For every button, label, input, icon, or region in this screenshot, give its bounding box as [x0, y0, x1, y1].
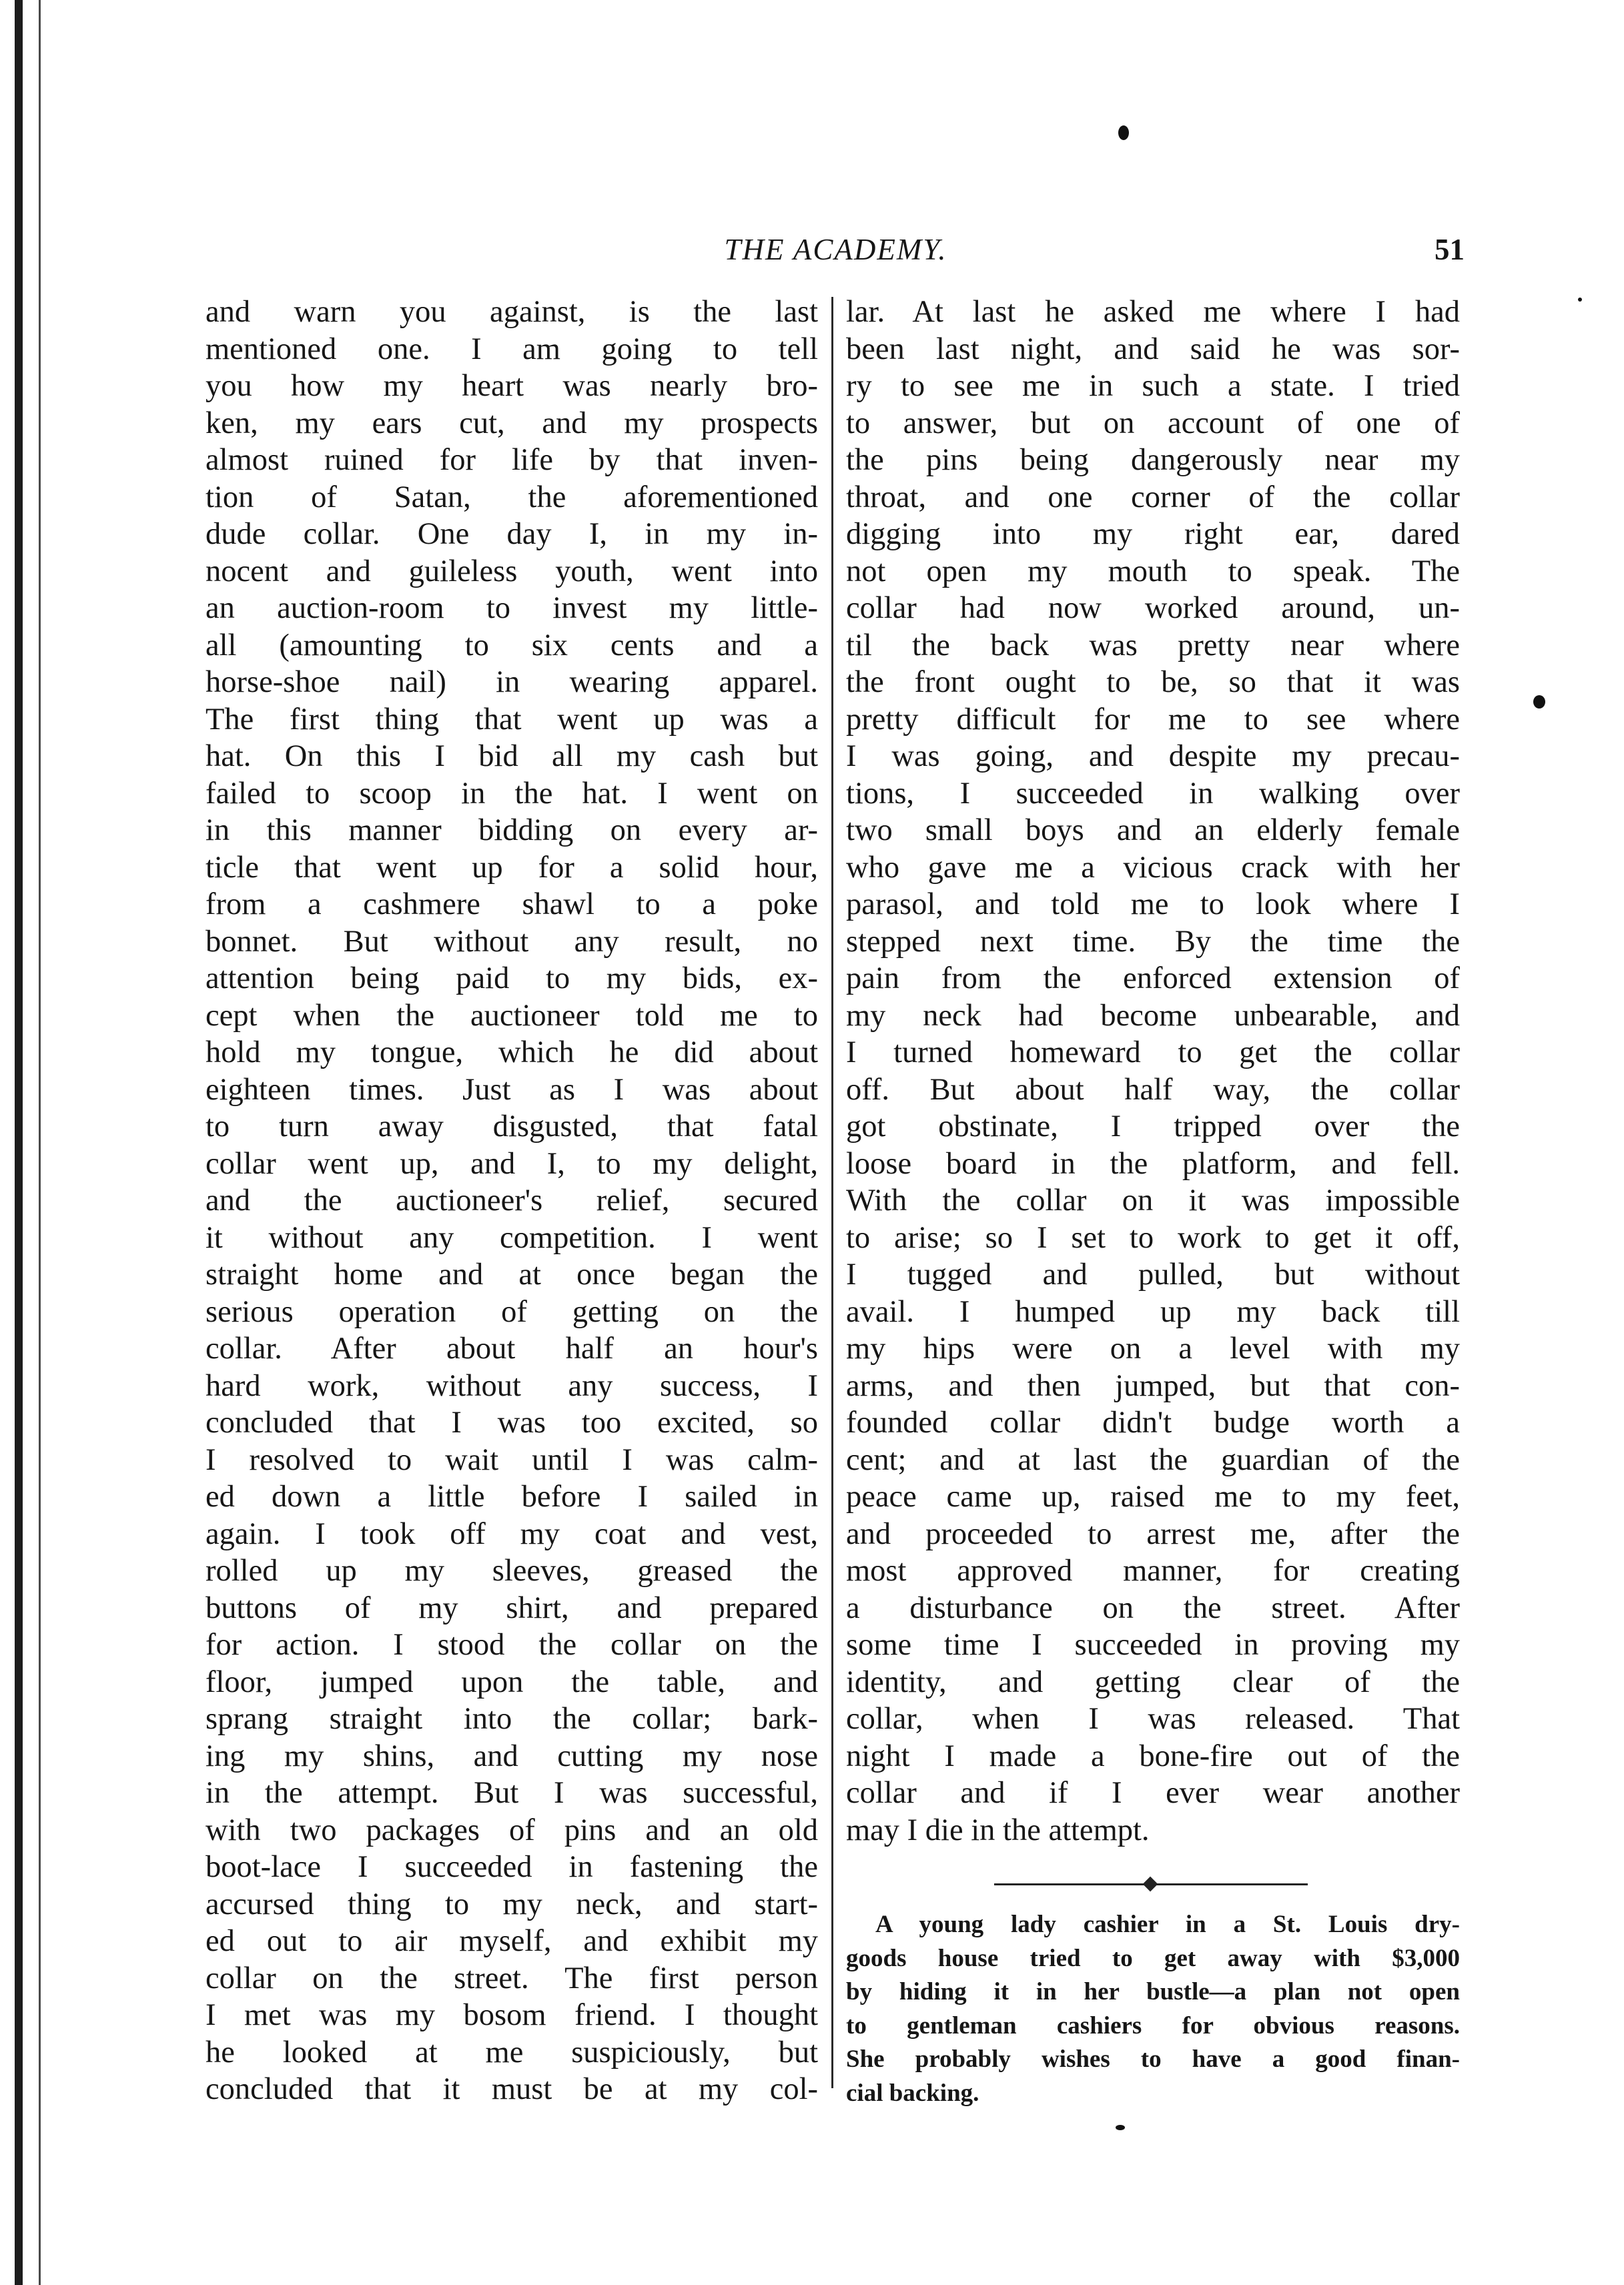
text-line: the front ought to be, so that it was — [846, 665, 1460, 699]
text-line: I met was my bosom friend. I thought — [206, 1998, 818, 2032]
text-line: not open my mouth to speak. The — [846, 554, 1460, 588]
text-line: again. I took off my coat and vest, — [206, 1516, 818, 1551]
text-line: goods house tried to get away with $3,000 — [846, 1944, 1460, 1972]
ink-speck — [1118, 125, 1129, 140]
text-line: digging into my right ear, dared — [846, 517, 1460, 551]
text-line: horse-shoe nail) in wearing apparel. — [206, 665, 818, 699]
text-line: and warn you against, is the last — [206, 295, 818, 329]
text-line: avail. I humped up my back till — [846, 1294, 1460, 1329]
text-line: dude collar. One day I, in my in- — [206, 517, 818, 551]
text-line: buttons of my shirt, and prepared — [206, 1590, 818, 1625]
text-line: lar. At last he asked me where I had — [846, 295, 1460, 329]
ink-speck — [1533, 695, 1545, 709]
text-line: I was going, and despite my precau- — [846, 739, 1460, 773]
text-line: hold my tongue, which he did about — [206, 1035, 818, 1069]
text-line: my neck had become unbearable, and — [846, 998, 1460, 1033]
text-line: night I made a bone-fire out of the — [846, 1739, 1460, 1773]
text-line: floor, jumped upon the table, and — [206, 1665, 818, 1699]
text-line: to turn away disgusted, that fatal — [206, 1109, 818, 1144]
text-line: tion of Satan, the aforementioned — [206, 480, 818, 514]
text-line: rolled up my sleeves, greased the — [206, 1554, 818, 1588]
text-line: to answer, but on account of one of — [846, 406, 1460, 440]
text-line: cial backing. — [846, 2079, 979, 2107]
text-line: I tugged and pulled, but without — [846, 1258, 1460, 1292]
binding-edge — [15, 0, 23, 2285]
text-line: ticle that went up for a solid hour, — [206, 850, 818, 885]
text-line: collar. After about half an hour's — [206, 1332, 818, 1366]
text-line: to gentleman cashiers for obvious reasons. — [846, 2011, 1460, 2039]
text-line: arms, and then jumped, but that con- — [846, 1368, 1460, 1403]
text-line: ing my shins, and cutting my nose — [206, 1739, 818, 1773]
text-line: the pins being dangerously near my — [846, 443, 1460, 477]
text-line: most approved manner, for creating — [846, 1554, 1460, 1588]
text-line: ed out to air myself, and exhibit my — [206, 1924, 818, 1958]
page-number: 51 — [1435, 233, 1465, 266]
text-line: collar, when I was released. That — [846, 1702, 1460, 1736]
text-line: attention being paid to my bids, ex- — [206, 961, 818, 995]
text-line: been last night, and said he was sor- — [846, 332, 1460, 366]
text-line: and the auctioneer's relief, secured — [206, 1184, 818, 1218]
text-line: for action. I stood the collar on the — [206, 1628, 818, 1662]
text-line: accursed thing to my neck, and start- — [206, 1887, 818, 1921]
left-text-column — [206, 294, 818, 2228]
text-line: collar on the street. The first person — [206, 1961, 818, 1995]
text-line: With the collar on it was impossible — [846, 1184, 1460, 1218]
text-line: sprang straight into the collar; bark- — [206, 1702, 818, 1736]
section-divider — [994, 1876, 1308, 1893]
binding-edge-shadow — [39, 0, 41, 2285]
text-line: collar and if I ever wear another — [846, 1776, 1460, 1810]
text-line: he looked at me suspiciously, but — [206, 2035, 818, 2070]
text-line: hat. On this I bid all my cash but — [206, 739, 818, 773]
text-line: a disturbance on the street. After — [846, 1590, 1460, 1625]
text-line: an auction-room to invest my little- — [206, 591, 818, 625]
text-line: The first thing that went up was a — [206, 702, 818, 737]
text-line: collar went up, and I, to my delight, — [206, 1146, 818, 1181]
text-line: eighteen times. Just as I was about — [206, 1072, 818, 1107]
text-line: A young lady cashier in a St. Louis dry- — [875, 1911, 1460, 1938]
text-line: in the attempt. But I was successful, — [206, 1776, 818, 1810]
text-line: concluded that it must be at my col- — [206, 2072, 818, 2106]
text-line: bonnet. But without any result, no — [206, 924, 818, 959]
text-line: may I die in the attempt. — [846, 1813, 1150, 1847]
journal-title: THE ACADEMY. — [724, 233, 947, 266]
text-line: founded collar didn't budge worth a — [846, 1406, 1460, 1440]
text-line: off. But about half way, the collar — [846, 1072, 1460, 1107]
text-line: my hips were on a level with my — [846, 1332, 1460, 1366]
text-line: two small boys and an elderly female — [846, 813, 1460, 847]
text-line: from a cashmere shawl to a poke — [206, 887, 818, 921]
text-line: loose board in the platform, and fell. — [846, 1146, 1460, 1181]
running-header — [207, 232, 1465, 272]
text-line: concluded that I was too excited, so — [206, 1406, 818, 1440]
text-line: straight home and at once began the — [206, 1258, 818, 1292]
text-line: tions, I succeeded in walking over — [846, 776, 1460, 811]
text-line: by hiding it in her bustle—a plan not open — [846, 1978, 1460, 2005]
text-line: it without any competition. I went — [206, 1220, 818, 1255]
text-line: who gave me a vicious crack with her — [846, 850, 1460, 885]
text-line: She probably wishes to have a good finan- — [846, 2045, 1460, 2073]
text-line: to arise; so I set to work to get it off, — [846, 1220, 1460, 1255]
text-line: nocent and guileless youth, went into — [206, 554, 818, 588]
text-line: with two packages of pins and an old — [206, 1813, 818, 1847]
text-line: pain from the enforced extension of — [846, 961, 1460, 995]
text-line: got obstinate, I tripped over the — [846, 1109, 1460, 1144]
text-line: and proceeded to arrest me, after the — [846, 1516, 1460, 1551]
text-line: failed to scoop in the hat. I went on — [206, 776, 818, 811]
text-line: I turned homeward to get the collar — [846, 1035, 1460, 1069]
text-line: peace came up, raised me to my feet, — [846, 1480, 1460, 1514]
text-line: collar had now worked around, un- — [846, 591, 1460, 625]
text-line: ken, my ears cut, and my prospects — [206, 406, 818, 440]
text-line: all (amounting to six cents and a — [206, 628, 818, 662]
text-line: in this manner bidding on every ar- — [206, 813, 818, 847]
text-line: cept when the auctioneer told me to — [206, 998, 818, 1033]
text-line: mentioned one. I am going to tell — [206, 332, 818, 366]
text-line: parasol, and told me to look where I — [846, 887, 1460, 921]
text-line: I resolved to wait until I was calm- — [206, 1442, 818, 1477]
text-line: you how my heart was nearly bro- — [206, 369, 818, 403]
divider-ornament — [1143, 1877, 1158, 1892]
text-line: throat, and one corner of the collar — [846, 480, 1460, 514]
text-line: hard work, without any success, I — [206, 1368, 818, 1403]
text-line: boot-lace I succeeded in fastening the — [206, 1850, 818, 1884]
text-line: ry to see me in such a state. I tried — [846, 369, 1460, 403]
ink-speck — [1578, 298, 1582, 302]
text-line: serious operation of getting on the — [206, 1294, 818, 1329]
text-line: some time I succeeded in proving my — [846, 1628, 1460, 1662]
text-line: ed down a little before I sailed in — [206, 1480, 818, 1514]
text-line: pretty difficult for me to see where — [846, 702, 1460, 737]
text-line: identity, and getting clear of the — [846, 1665, 1460, 1699]
text-line: almost ruined for life by that inven- — [206, 443, 818, 477]
column-rule — [831, 297, 833, 2088]
text-line: stepped next time. By the time the — [846, 924, 1460, 959]
text-line: cent; and at last the guardian of the — [846, 1442, 1460, 1477]
news-item — [846, 1908, 1460, 2110]
text-line: til the back was pretty near where — [846, 628, 1460, 662]
